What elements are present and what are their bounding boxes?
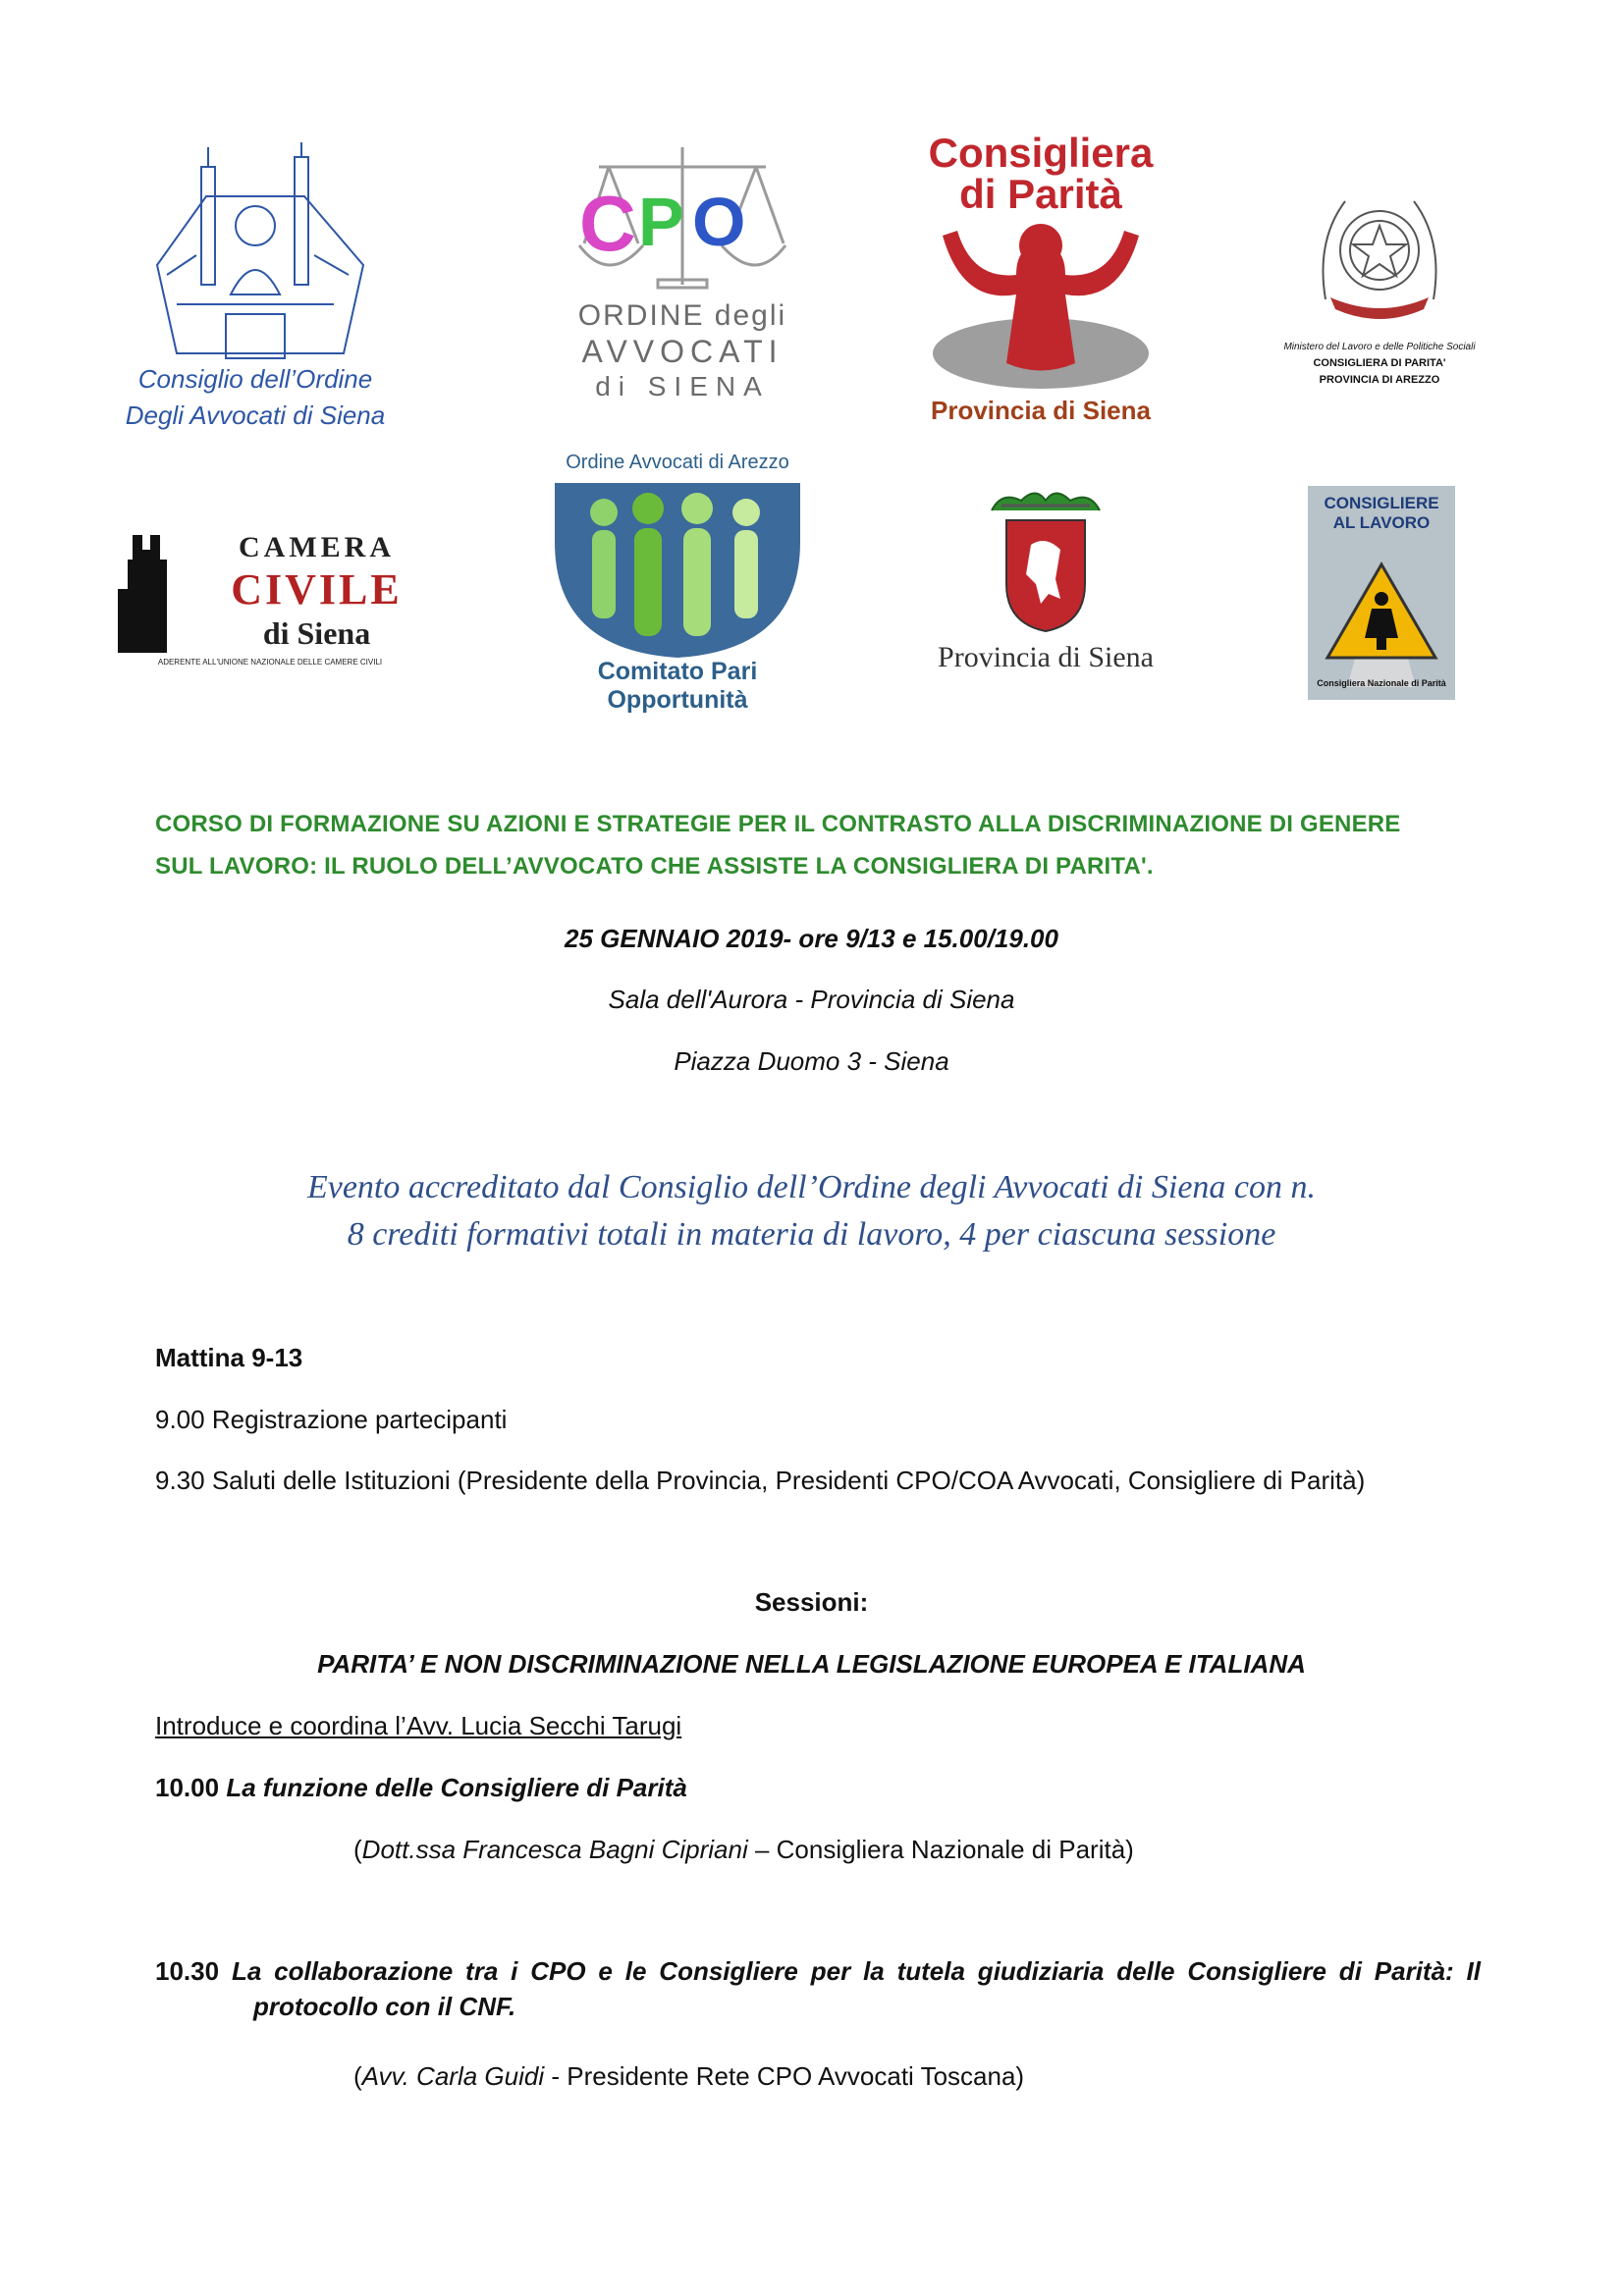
talk-1030-time: 10.30: [155, 1956, 220, 1986]
svg-text:P: P: [638, 184, 684, 260]
coa-siena-caption-line1: Consiglio dell’Ordine: [137, 364, 373, 394]
logo-cpo-arezzo: [535, 452, 830, 714]
session-introducer: Introduce e coordina l’Avv. Lucia Secchi Tarugi: [155, 1711, 682, 1740]
credits-line1: Evento accreditato dal Consiglio dell’Ordine degli Avvocati di Siena con n.: [306, 1169, 1317, 1205]
provincia-crest-icon: [923, 486, 1168, 633]
talk-1030-speaker-open: (: [353, 2061, 362, 2091]
logo-ministero: [1276, 182, 1483, 407]
talk-1000-speaker-role: – Consigliera Nazionale di Parità): [747, 1835, 1134, 1864]
logo-consigliera-parita: [923, 130, 1159, 437]
republic-emblem-icon: [1276, 182, 1483, 329]
session-title: PARITA’ E NON DISCRIMINAZIONE NELLA LEGISLAZIONE EUROPEA E ITALIANA: [317, 1649, 1306, 1679]
logo-coa-siena: [108, 137, 403, 442]
talk-1000: [155, 1770, 687, 1805]
camera-line3: di Siena: [262, 615, 371, 651]
people-figures-icon: [535, 483, 820, 660]
tower-icon: [113, 530, 191, 658]
logo-camera-civile: [103, 530, 437, 677]
consigliera-caption: Provincia di Siena: [931, 396, 1151, 425]
camera-line2: CIVILE: [231, 565, 403, 614]
talk-1030: [155, 1953, 1481, 2024]
ministero-line3: PROVINCIA DI AREZZO: [1319, 374, 1440, 386]
course-title: [155, 803, 1490, 887]
logo-cpo-siena: [560, 137, 805, 412]
morning-heading: Mattina 9-13: [155, 1343, 303, 1372]
event-address: Piazza Duomo 3 - Siena: [674, 1046, 949, 1076]
course-title-line2: SUL LAVORO: IL RUOLO DELL’AVVOCATO CHE ASSISTE LA CONSIGLIERA DI PARITA'.: [155, 853, 1154, 880]
talk-1030-title-line2: protocollo con il CNF.: [253, 1992, 516, 2021]
svg-text:O: O: [692, 184, 746, 260]
cpo-siena-line1: ORDINE degli: [577, 299, 787, 332]
consigliera-line1: Consigliera: [928, 130, 1154, 176]
agenda-item-930: 9.30 Saluti delle Istituzioni (Presidente della Provincia, Presidenti CPO/COA Avvocati, Consigliere di Parità): [155, 1466, 1366, 1495]
cpo-siena-line2: AVVOCATI: [581, 334, 784, 369]
event-date: 25 GENNAIO 2019- ore 9/13 e 15.00/19.00: [565, 924, 1058, 953]
talk-1030-title-line1: La collaborazione tra i CPO e le Consigliere per la tutela giudiziaria delle Consigliere di Parità: Il: [231, 1956, 1481, 1986]
cpo-letters: C: [579, 180, 636, 267]
talk-1030-speaker-name: Avv. Carla Guidi: [361, 2061, 545, 2091]
talk-1000-speaker-open: (: [353, 1835, 362, 1864]
talk-1030-speaker: [353, 2058, 1024, 2094]
consigliera-line2: di Parità: [959, 171, 1122, 217]
camera-tagline: ADERENTE ALL'UNIONE NAZIONALE DELLE CAMERE CIVILI: [157, 658, 383, 667]
talk-1000-title: La funzione delle Consigliere di Parità: [226, 1773, 687, 1802]
coa-siena-emblem-icon: [108, 137, 403, 363]
credits-note: [0, 1164, 1623, 1258]
ministero-line2: CONSIGLIERA DI PARITA': [1313, 357, 1446, 369]
talk-1000-speaker: [353, 1832, 1134, 1867]
talk-1000-time: 10.00: [155, 1773, 220, 1802]
logo-consigliere-lavoro: [1308, 486, 1455, 700]
cpo-arezzo-bottom: Comitato Pari Opportunità: [597, 658, 758, 714]
ministero-line1: Ministero del Lavoro e delle Politiche Sociali: [1283, 342, 1476, 352]
consigliere-line2: AL LAVORO: [1332, 513, 1431, 532]
consigliere-line1: CONSIGLIERE: [1324, 494, 1439, 512]
logo-provincia-siena: [923, 486, 1168, 682]
cpo-siena-line3: di SIENA: [595, 371, 770, 401]
consigliere-footer: Consigliera Nazionale di Parità: [1317, 678, 1446, 688]
talk-1000-speaker-name: Dott.ssa Francesca Bagni Cipriani: [361, 1835, 748, 1864]
cpo-arezzo-top: Ordine Avvocati di Arezzo: [566, 452, 789, 473]
camera-line1: CAMERA: [239, 531, 395, 563]
provincia-siena-caption: Provincia di Siena: [938, 641, 1154, 673]
scales-icon: [560, 137, 805, 294]
embracing-figure-icon: [923, 216, 1159, 393]
agenda-item-900: 9.00 Registrazione partecipanti: [155, 1405, 508, 1434]
event-venue: Sala dell'Aurora - Provincia di Siena: [608, 985, 1015, 1014]
warning-sign-icon: [1308, 540, 1455, 687]
credits-line2: 8 crediti formativi totali in materia di lavoro, 4 per ciascuna sessione: [347, 1216, 1276, 1253]
talk-1030-speaker-role: - Presidente Rete CPO Avvocati Toscana): [544, 2061, 1025, 2091]
sessions-heading: Sessioni:: [754, 1587, 869, 1617]
course-title-line1: CORSO DI FORMAZIONE SU AZIONI E STRATEGIE PER IL CONTRASTO ALLA DISCRIMINAZIONE DI GENERE: [155, 811, 1401, 837]
coa-siena-caption-line2: Degli Avvocati di Siena: [125, 400, 386, 430]
